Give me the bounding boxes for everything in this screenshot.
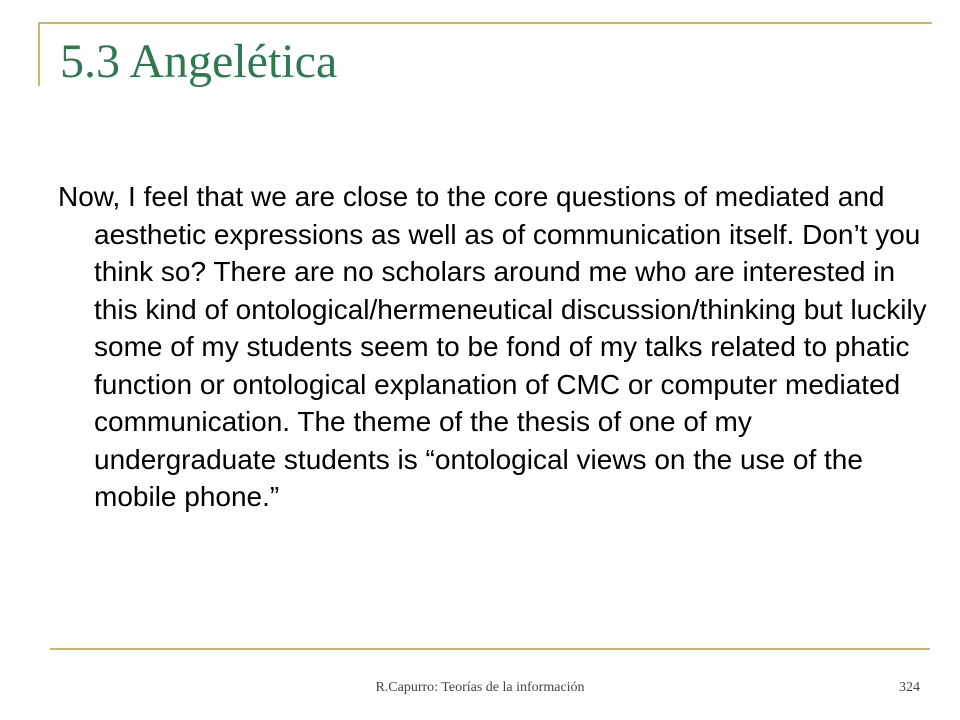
bottom-rule xyxy=(50,648,930,650)
page-number: 324 xyxy=(899,680,920,695)
slide-title: 5.3 Angelética xyxy=(60,35,338,88)
left-rule xyxy=(38,22,40,86)
top-rule xyxy=(40,22,932,24)
slide-body-text: Now, I feel that we are close to the core questions of mediated and aesthetic expressions as well as of communication itself. Don’t you think so? There are no scholars around me who are interested in this kind of ontological/hermeneutical discussion/thinking but luckily some of my students seem to be fond of my talks related to phatic function or ontological explanation of CMC or computer mediated communication. The theme of the thesis of one of my undergraduate students is “ontological views on the use of the mobile phone.” xyxy=(58,181,927,512)
footer-text: R.Capurro: Teorías de la información xyxy=(375,680,585,695)
